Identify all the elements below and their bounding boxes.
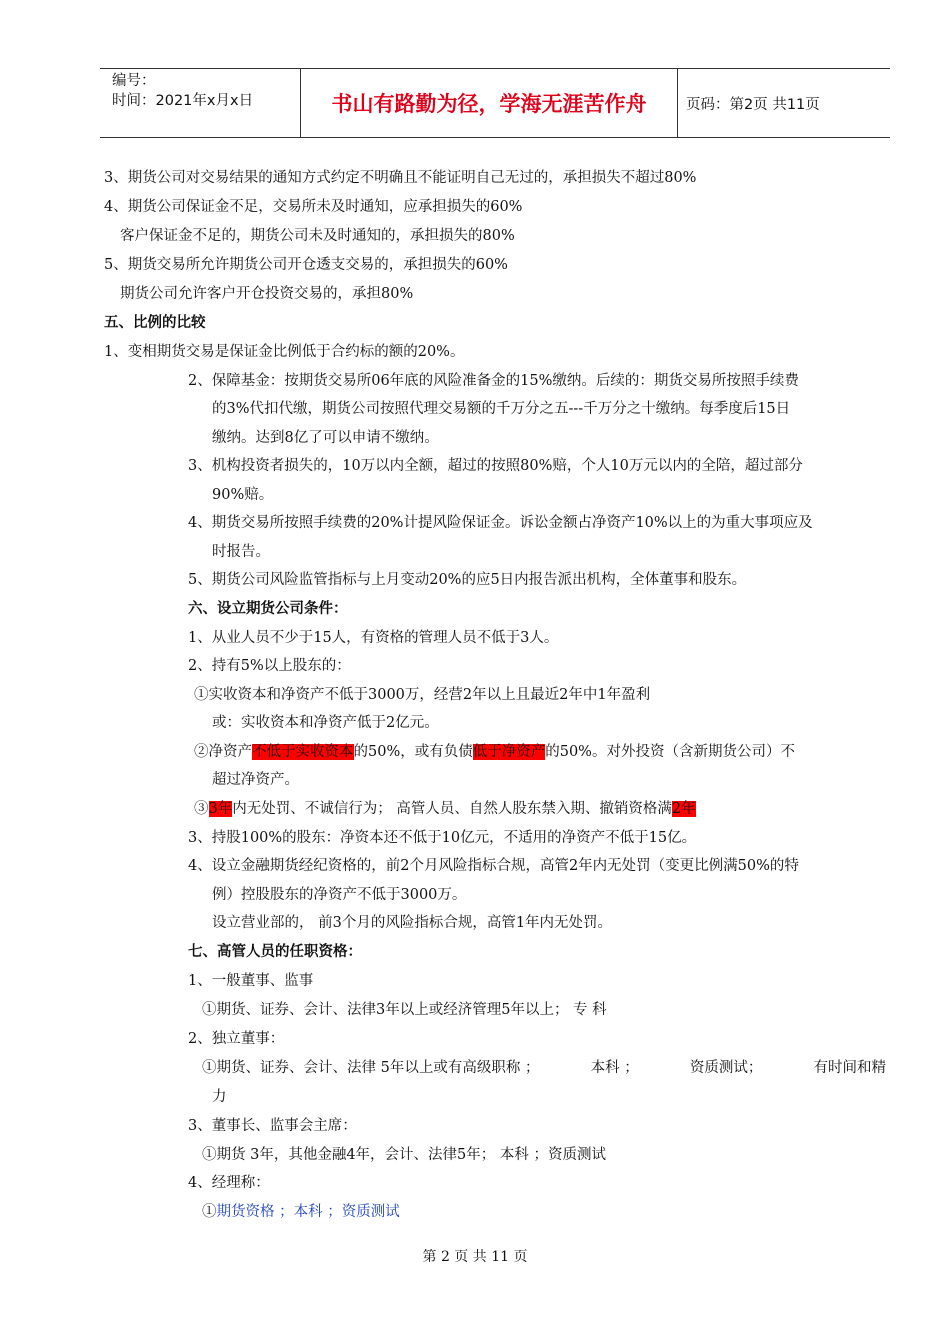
- text-segment: 资质测试；: [689, 1060, 763, 1076]
- text-line: 超过净资产。: [212, 772, 299, 788]
- text-line: ①实收资本和净资产不低于3000万，经营2年以上且最近2年中1年盈利: [194, 687, 651, 703]
- text-line: 力: [212, 1089, 227, 1105]
- page-footer: 第 2 页 共 11 页: [422, 1249, 528, 1265]
- section-heading: 七、高管人员的任职资格：: [188, 944, 362, 960]
- date-label: 时间：2021年x月x日: [112, 93, 254, 109]
- text-line: 3、持股100%的股东：净资本还不低于10亿元，不适用的净资产不低于15亿。: [188, 830, 697, 846]
- section-heading: 五、比例的比较: [104, 315, 206, 331]
- text-line: 缴纳。达到8亿了可以申请不缴纳。: [212, 430, 439, 446]
- text-segment: ②净资产: [194, 744, 252, 760]
- text-line: 5、期货公司风险监管指标与上月变动20%的应5日内报告派出机构，全体董事和股东。: [188, 572, 747, 588]
- header-meta: [100, 69, 301, 137]
- text-line: 4、经理称：: [188, 1175, 270, 1191]
- text-line: 5、期货交易所允许期货公司开仓透支交易的，承担损失的60%: [104, 257, 508, 273]
- highlighted-text: 2年: [671, 801, 696, 817]
- text-segment: 的50%。对外投资（含新期货公司）不: [545, 744, 795, 760]
- text-segment: ③: [194, 801, 209, 817]
- section-heading: 六、设立期货公司条件：: [188, 601, 348, 617]
- text-segment: 内无处罚、不诚信行为； 高管人员、自然人股东禁入期、撤销资格满: [232, 801, 672, 817]
- text-line: 1、变相期货交易是保证金比例低于合约标的额的20%。: [104, 344, 465, 360]
- text-line: 例）控股股东的净资产不低于3000万。: [212, 887, 467, 903]
- text-line: 2、独立董事：: [188, 1031, 285, 1047]
- text-line: 4、期货公司保证金不足，交易所未及时通知，应承担损失的60%: [104, 199, 523, 215]
- text-line: [194, 742, 795, 762]
- text-line: [202, 1058, 886, 1078]
- text-line: 2、保障基金：按期货交易所06年底的风险准备金的15%缴纳。后续的：期货交易所按照手续费: [188, 373, 799, 389]
- blue-text: 期货资格 ；本科 ；资质测试: [216, 1204, 400, 1220]
- text-line: [194, 799, 696, 819]
- text-line: 的3%代扣代缴，期货公司按照代理交易额的千万分之五---千万分之十缴纳。每季度后15日: [212, 401, 791, 417]
- highlighted-text: 不低于实收资本: [252, 744, 354, 760]
- text-segment: 的50%，或有负债: [353, 744, 473, 760]
- text-line: 1、从业人员不少于15人，有资格的管理人员不低于3人。: [188, 630, 559, 646]
- text-line: 或：实收资本和净资产低于2亿元。: [212, 715, 439, 731]
- text-line: 3、董事长、监事会主席：: [188, 1118, 357, 1134]
- text-line: 4、设立金融期货经纪资格的，前2个月风险指标合规，高管2年内无处罚（变更比例满50%的特: [188, 858, 799, 874]
- text-line: 2、持有5%以上股东的：: [188, 658, 351, 674]
- text-line: 时报告。: [212, 544, 270, 560]
- highlighted-text: 低于净资产: [472, 744, 546, 760]
- motto: 书山有路勤为径，学海无涯苦作舟: [301, 69, 678, 137]
- text-segment: ①: [202, 1204, 217, 1220]
- page-info: 页码：第2页 共11页: [686, 96, 820, 113]
- text-line: 设立营业部的， 前3个月的风险指标合规，高管1年内无处罚。: [212, 915, 613, 931]
- text-line: ①期货 3年，其他金融4年，会计、法律5年； 本科 ；资质测试: [202, 1147, 607, 1163]
- highlighted-text: 3年: [208, 801, 233, 817]
- number-label: 编号：: [112, 73, 156, 89]
- text-line: 90%赔。: [212, 487, 274, 503]
- text-line: 3、期货公司对交易结果的通知方式约定不明确且不能证明自己无过的，承担损失不超过80%: [104, 170, 697, 186]
- text-line: 期货公司允许客户开仓投资交易的，承担80%: [120, 286, 414, 302]
- page-header: [100, 68, 890, 138]
- text-segment: 有时间和精: [813, 1060, 886, 1076]
- text-line: 3、机构投资者损失的，10万以内全额，超过的按照80%赔，个人10万元以内的全陪，超过部分: [188, 458, 803, 474]
- text-segment: 本科 ；: [590, 1060, 639, 1076]
- text-line: 4、期货交易所按照手续费的20%计提风险保证金。诉讼金额占净资产10%以上的为重大事项应及: [188, 515, 813, 531]
- text-segment: ①期货、证券、会计、法律 5年以上或有高级职称 ；: [202, 1060, 540, 1076]
- text-line: [202, 1202, 400, 1222]
- text-line: 1、一般董事、监事: [188, 973, 314, 989]
- text-line: ①期货、证券、会计、法律3年以上或经济管理5年以上； 专 科: [202, 1002, 607, 1018]
- text-line: 客户保证金不足的，期货公司未及时通知的，承担损失的80%: [120, 228, 515, 244]
